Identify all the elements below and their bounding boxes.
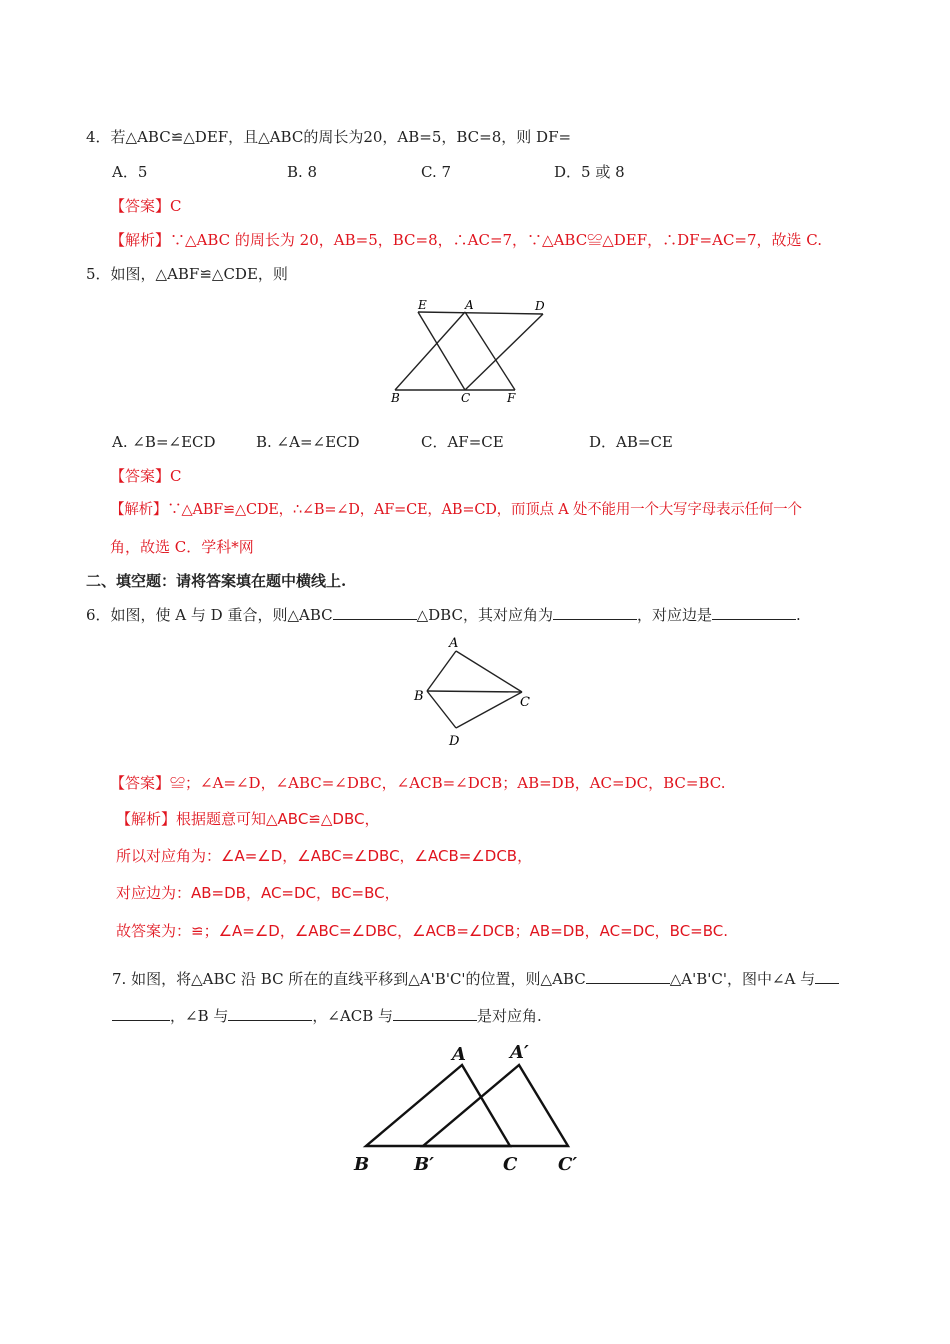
q7-line2-part1: ，∠B 与 (170, 1007, 229, 1025)
q6-blank-2[interactable] (553, 605, 637, 620)
q7-label-a-prime: A′ (510, 1042, 529, 1063)
q6-label-d: D (449, 734, 460, 749)
q6-question-part1: 6．如图，使 A 与 D 重合，则△ABC (86, 606, 333, 624)
q6-blank-3[interactable] (712, 605, 796, 620)
q6-blank-1[interactable] (333, 605, 417, 620)
q4-option-a: A．5 (112, 163, 148, 181)
q6-question-part3: ，对应边是 (636, 606, 712, 624)
q7-line1-part2: △A'B'C'，图中∠A 与 (669, 970, 816, 988)
q7-blank-2a[interactable] (815, 969, 839, 984)
q6-answer: 【答案】≌；∠A=∠D，∠ABC=∠DBC，∠ACB=∠DCB；AB=DB，AC=DC，BC=BC. (110, 774, 726, 792)
q5-label-a: A (465, 298, 474, 312)
q6-analysis-2: 所以对应角为：∠A=∠D，∠ABC=∠DBC，∠ACB=∠DCB， (116, 847, 533, 865)
q7-line1 (112, 969, 839, 989)
q6-label-b: B (414, 689, 424, 704)
q7-blank-3[interactable] (228, 1006, 312, 1021)
q4-analysis: 【解析】∵△ABC 的周长为 20，AB=5，BC=8，∴AC=7，∵△ABC≌△DEF，∴DF=AC=7，故选 C. (110, 231, 823, 249)
q5-analysis-line2: 角，故选 C．学科*网 (110, 538, 254, 556)
q6-question-part2: △DBC，其对应角为 (416, 606, 553, 624)
q5-label-d: D (535, 299, 545, 313)
q5-figure (385, 298, 555, 408)
q5-label-c: C (461, 391, 471, 405)
q7-line1-part1: 7. 如图，将△ABC 沿 BC 所在的直线平移到△A'B'C'的位置，则△ABC (112, 970, 586, 988)
q5-label-b: B (391, 391, 400, 405)
q7-line2 (112, 1006, 542, 1026)
q6-question (86, 605, 801, 625)
q5-analysis-line1: 【解析】∵△ABF≌△CDE，∴∠B=∠D，AF=CE，AB=CD，而顶点 A 处不能用一个大写字母表示任何一个 (110, 502, 802, 518)
q5-label-f: F (507, 391, 516, 405)
q7-blank-4[interactable] (393, 1006, 477, 1021)
q4-option-d: D．5 或 8 (554, 163, 625, 181)
q7-label-b: B (354, 1154, 370, 1175)
q5-option-a: A. ∠B=∠ECD (112, 433, 216, 451)
q5-option-c: C．AF=CE (421, 433, 504, 451)
q7-line2-part3: 是对应角. (477, 1007, 542, 1025)
q4-option-b: B. 8 (287, 163, 318, 181)
q5-answer: 【答案】C (110, 467, 182, 485)
q7-label-a: A (452, 1044, 466, 1065)
q6-analysis-4: 故答案为：≌；∠A=∠D，∠ABC=∠DBC，∠ACB=∠DCB；AB=DB，AC=DC，BC=BC. (116, 922, 729, 940)
q6-question-part4: . (795, 606, 801, 624)
q7-label-c-prime: C′ (558, 1154, 578, 1175)
q6-label-a: A (449, 636, 459, 651)
q7-blank-2b[interactable] (112, 1006, 170, 1021)
q7-label-c: C (503, 1154, 518, 1175)
q7-line2-part2: ，∠ACB 与 (312, 1007, 394, 1025)
q5-option-d: D．AB=CE (589, 433, 673, 451)
q7-figure (350, 1038, 590, 1178)
q6-analysis-1: 【解析】根据题意可知△ABC≌△DBC， (116, 810, 380, 828)
q4-answer: 【答案】C (110, 197, 182, 215)
q7-label-b-prime: B′ (414, 1154, 434, 1175)
q4-question: 4．若△ABC≌△DEF，且△ABC的周长为20，AB=5，BC=8，则 DF= (86, 128, 572, 146)
q5-label-e: E (418, 298, 427, 312)
q7-blank-1[interactable] (586, 969, 670, 984)
q5-option-b: B. ∠A=∠ECD (256, 433, 360, 451)
section-title: 二、填空题：请将答案填在题中横线上. (86, 572, 347, 590)
q5-question: 5．如图，△ABF≌△CDE，则 (86, 265, 288, 283)
q4-option-c: C. 7 (421, 163, 452, 181)
q6-figure (410, 633, 540, 748)
q6-analysis-3: 对应边为：AB=DB，AC=DC，BC=BC， (116, 884, 400, 902)
q6-label-c: C (520, 695, 530, 710)
